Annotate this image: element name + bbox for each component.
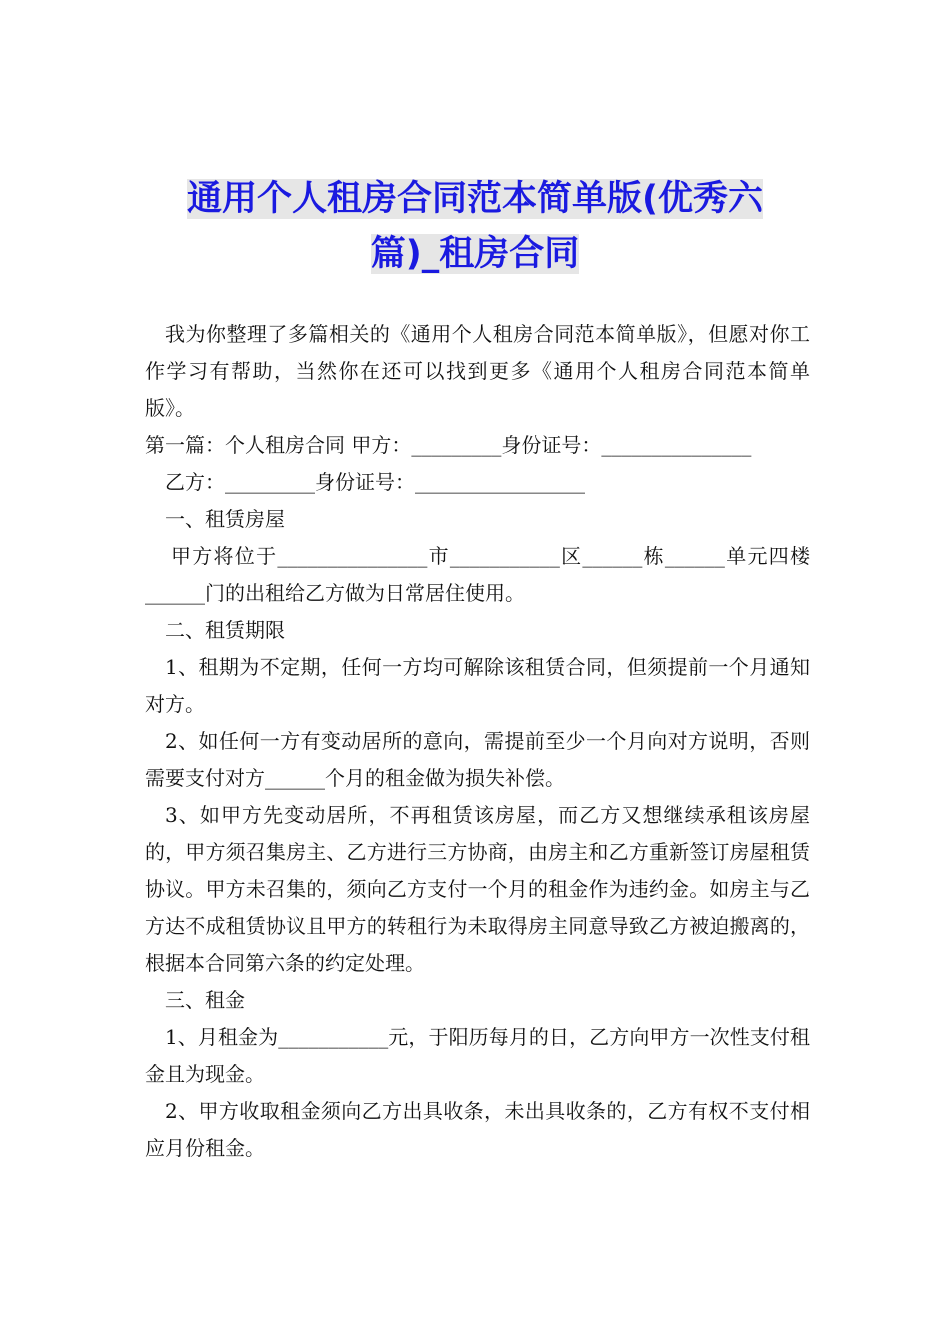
section-heading-rent: 三、租金 bbox=[165, 988, 245, 1012]
document-body bbox=[145, 316, 810, 1167]
rent-clause-1: 1、月租金为___________元，于阳历每月的日，乙方向甲方一次性支付租金且为现金。 bbox=[145, 1025, 810, 1086]
lease-property-paragraph: 甲方将位于_______________市___________区______栋______单元四楼______门的出租给乙方做为日常居住使用。 bbox=[145, 544, 810, 605]
document-title bbox=[145, 172, 805, 282]
section-heading-lease-term: 二、租赁期限 bbox=[165, 618, 285, 642]
section-heading-lease-property: 一、租赁房屋 bbox=[165, 507, 285, 531]
first-article-heading-line: 第一篇：个人租房合同 甲方：_________身份证号：_______________ bbox=[145, 433, 752, 457]
lease-term-clause-3: 3、如甲方先变动居所，不再租赁该房屋，而乙方又想继续承租该房屋的，甲方须召集房主、乙方进行三方协商，由房主和乙方重新签订房屋租赁协议。甲方未召集的，须向乙方支付一个月的租金作为违约金。如房主与乙方达不成租赁协议且甲方的转租行为未取得房主同意导致乙方被迫搬离的，根据本合同第六条的约定处理。 bbox=[145, 803, 810, 975]
title-line-1: 通用个人租房合同范本简单版(优秀六 bbox=[187, 179, 763, 219]
intro-paragraph: 我为你整理了多篇相关的《通用个人租房合同范本简单版》，但愿对你工作学习有帮助，当然你在还可以找到更多《通用个人租房合同范本简单版》。 bbox=[145, 322, 810, 420]
lease-term-clause-2: 2、如任何一方有变动居所的意向，需提前至少一个月向对方说明，否则需要支付对方______个月的租金做为损失补偿。 bbox=[145, 729, 810, 790]
rent-clause-2: 2、甲方收取租金须向乙方出具收条，未出具收条的，乙方有权不支付相应月份租金。 bbox=[145, 1099, 810, 1160]
lease-term-clause-1: 1、租期为不定期，任何一方均可解除该租赁合同，但须提前一个月通知对方。 bbox=[145, 655, 810, 716]
title-line-2: 篇)_租房合同 bbox=[370, 234, 580, 274]
party-b-line: 乙方：_________身份证号：_________________ bbox=[165, 470, 585, 494]
